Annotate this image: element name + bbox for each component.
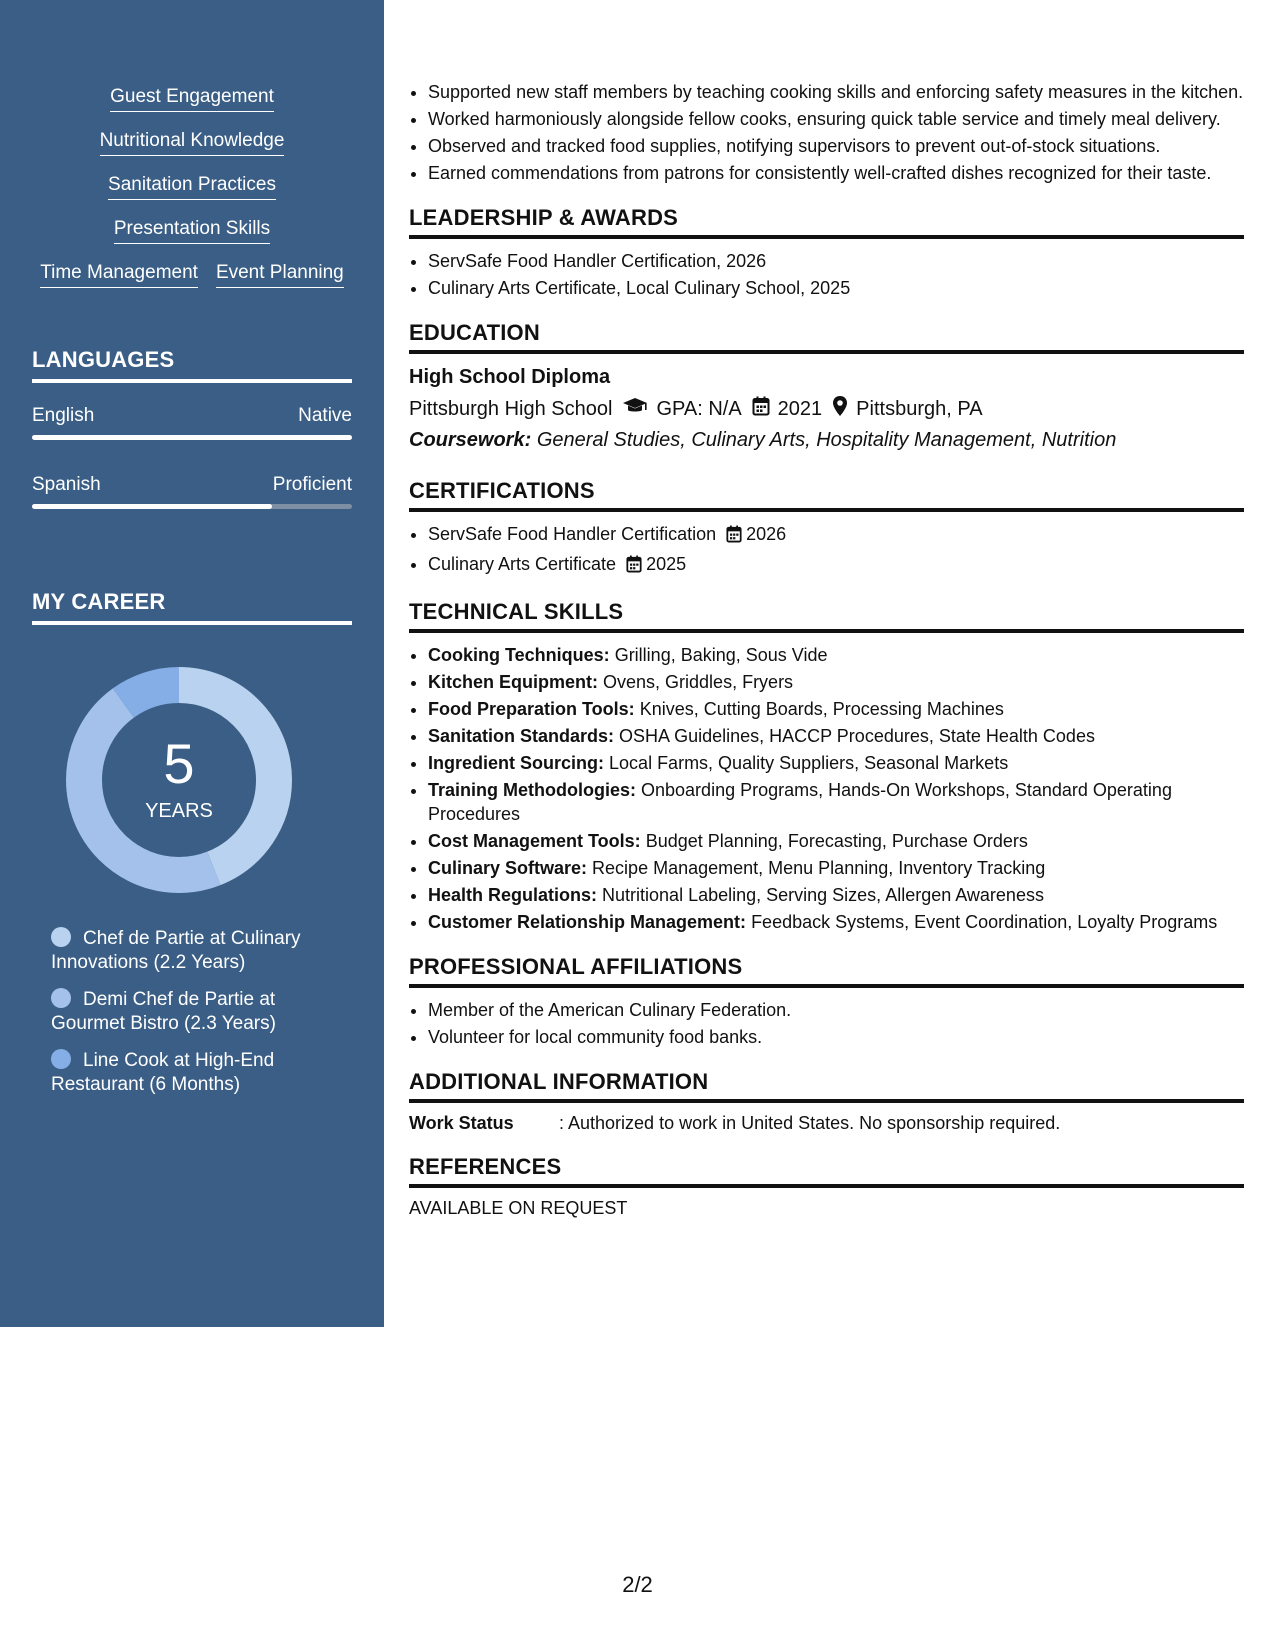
- skill-value: OSHA Guidelines, HACCP Procedures, State Health Codes: [619, 726, 1095, 746]
- education-location: Pittsburgh, PA: [856, 397, 983, 420]
- list-item: [428, 778, 1244, 826]
- skill-label: Food Preparation Tools:: [428, 699, 635, 719]
- calendar-icon: [752, 396, 770, 422]
- list-item: [428, 670, 1244, 694]
- skill-value: Grilling, Baking, Sous Vide: [614, 645, 828, 665]
- page-number: 2/2: [622, 1572, 653, 1597]
- language-name: English: [32, 405, 95, 426]
- skill-value: Nutritional Labeling, Serving Sizes, Allergen Awareness: [602, 885, 1044, 905]
- list-item: [428, 856, 1244, 880]
- work-status-label: Work Status: [409, 1113, 514, 1133]
- skill-value: Ovens, Griddles, Fryers: [603, 672, 794, 692]
- skill-label: Health Regulations:: [428, 885, 598, 905]
- language-bar-fill: [32, 504, 272, 509]
- career-label: Chef de Partie at Culinary Innovations (2.2 Years): [51, 928, 301, 973]
- work-status-value: : Authorized to work in United States. No sponsorship required.: [559, 1113, 1061, 1133]
- certification-name: ServSafe Food Handler Certification: [428, 524, 717, 544]
- career-legend: [51, 927, 351, 1110]
- skill-label: Cooking Techniques:: [428, 645, 610, 665]
- skill-tag: Sanitation Practices: [108, 174, 276, 200]
- career-label: Line Cook at High-End Restaurant (6 Months): [51, 1050, 275, 1095]
- career-total-years: 5: [163, 732, 195, 795]
- skill-tag: Guest Engagement: [110, 86, 274, 112]
- skill-value: Budget Planning, Forecasting, Purchase Orders: [645, 831, 1028, 851]
- list-item: [428, 883, 1244, 907]
- list-item: • Culinary Arts Certificate, Local Culinary School, 2025: [428, 276, 1244, 300]
- skill-value: Feedback Systems, Event Coordination, Loyalty Programs: [751, 912, 1218, 932]
- skill-label: Cost Management Tools:: [428, 831, 641, 851]
- section-title-technical-skills: TECHNICAL SKILLS: [409, 599, 1244, 633]
- skill-value: Knives, Cutting Boards, Processing Machines: [639, 699, 1004, 719]
- skill-tag: Nutritional Knowledge: [100, 130, 285, 156]
- legend-dot-icon: [51, 927, 71, 947]
- section-title-affiliations: PROFESSIONAL AFFILIATIONS: [409, 954, 1244, 988]
- calendar-icon: [626, 555, 642, 579]
- list-item: • Observed and tracked food supplies, notifying supervisors to prevent out-of-stock situations.: [428, 134, 1244, 158]
- career-item: [51, 1049, 351, 1097]
- legend-dot-icon: [51, 988, 71, 1008]
- education-year: 2021: [777, 397, 823, 420]
- list-item: [428, 643, 1244, 667]
- list-item: • Supported new staff members by teaching cooking skills and enforcing safety measures in the kitchen.: [428, 80, 1244, 104]
- list-item: [428, 910, 1244, 934]
- skill-label: Kitchen Equipment:: [428, 672, 598, 692]
- list-item: [428, 552, 1244, 579]
- list-item: [428, 522, 1244, 549]
- education-coursework: [409, 429, 1244, 452]
- list-item: • Volunteer for local community food banks.: [428, 1025, 1244, 1049]
- skill-tag: Presentation Skills: [114, 218, 270, 244]
- career-label: Demi Chef de Partie at Gourmet Bistro (2.3 Years): [51, 989, 276, 1034]
- graduation-cap-icon: [622, 397, 648, 421]
- skill-label: Customer Relationship Management:: [428, 912, 747, 932]
- skill-value: Local Farms, Quality Suppliers, Seasonal Markets: [609, 753, 1009, 773]
- career-item: [51, 927, 351, 975]
- section-title-additional-info: ADDITIONAL INFORMATION: [409, 1069, 1244, 1103]
- career-item: [51, 988, 351, 1036]
- leadership-list: [409, 249, 1244, 300]
- section-title-leadership: LEADERSHIP & AWARDS: [409, 205, 1244, 239]
- list-item: • Worked harmoniously alongside fellow cooks, ensuring quick table service and timely meal delivery.: [428, 107, 1244, 131]
- list-item: • Earned commendations from patrons for consistently well-crafted dishes recognized for their taste.: [428, 161, 1244, 185]
- skill-value: Onboarding Programs, Hands-On Workshops, Standard Operating Procedures: [428, 780, 1172, 824]
- career-heading: MY CAREER: [32, 589, 352, 625]
- skill-value: Recipe Management, Menu Planning, Inventory Tracking: [592, 858, 1046, 878]
- education-details: [409, 395, 1244, 423]
- language-bar: [32, 435, 352, 440]
- calendar-icon: [726, 525, 742, 549]
- education-degree: High School Diploma: [409, 366, 611, 388]
- location-pin-icon: [832, 395, 848, 423]
- education-school: Pittsburgh High School: [409, 397, 613, 420]
- technical-skills-list: [409, 643, 1244, 934]
- additional-info-row: [409, 1113, 1244, 1134]
- list-item: [428, 724, 1244, 748]
- certification-name: Culinary Arts Certificate: [428, 554, 617, 574]
- list-item: [428, 697, 1244, 721]
- language-bar-fill: [32, 435, 352, 440]
- career-total-unit: YEARS: [145, 800, 213, 822]
- language-english: [32, 405, 352, 440]
- skill-label: Ingredient Sourcing:: [428, 753, 605, 773]
- sidebar: [0, 0, 384, 1327]
- list-item: • Member of the American Culinary Federation.: [428, 998, 1244, 1022]
- skill-tag: Event Planning: [216, 262, 344, 288]
- section-title-references: REFERENCES: [409, 1154, 1244, 1188]
- coursework-label: Coursework:: [409, 429, 532, 451]
- certification-year: 2025: [646, 554, 687, 574]
- list-item: • ServSafe Food Handler Certification, 2026: [428, 249, 1244, 273]
- list-item: [428, 751, 1244, 775]
- skill-label: Sanitation Standards:: [428, 726, 615, 746]
- language-level: Proficient: [272, 474, 352, 495]
- references-text: AVAILABLE ON REQUEST: [409, 1198, 628, 1218]
- skills-list: [0, 0, 384, 288]
- skill-label: Training Methodologies:: [428, 780, 636, 800]
- language-bar: [32, 504, 352, 509]
- main-content: [409, 80, 1244, 1219]
- education-gpa: GPA: N/A: [656, 397, 742, 420]
- section-title-education: EDUCATION: [409, 320, 1244, 354]
- languages-heading: LANGUAGES: [32, 347, 352, 383]
- certifications-list: [409, 522, 1244, 579]
- language-level: Native: [298, 405, 352, 426]
- career-donut-chart: [66, 667, 292, 893]
- section-title-certifications: CERTIFICATIONS: [409, 478, 1244, 512]
- affiliations-list: [409, 998, 1244, 1049]
- skill-label: Culinary Software:: [428, 858, 588, 878]
- language-name: Spanish: [32, 474, 101, 495]
- language-spanish: [32, 474, 352, 509]
- list-item: [428, 829, 1244, 853]
- experience-bullets: [409, 80, 1244, 185]
- coursework-value: General Studies, Culinary Arts, Hospitality Management, Nutrition: [536, 429, 1117, 451]
- legend-dot-icon: [51, 1049, 71, 1069]
- skill-tag: Time Management: [40, 262, 198, 288]
- certification-year: 2026: [746, 524, 787, 544]
